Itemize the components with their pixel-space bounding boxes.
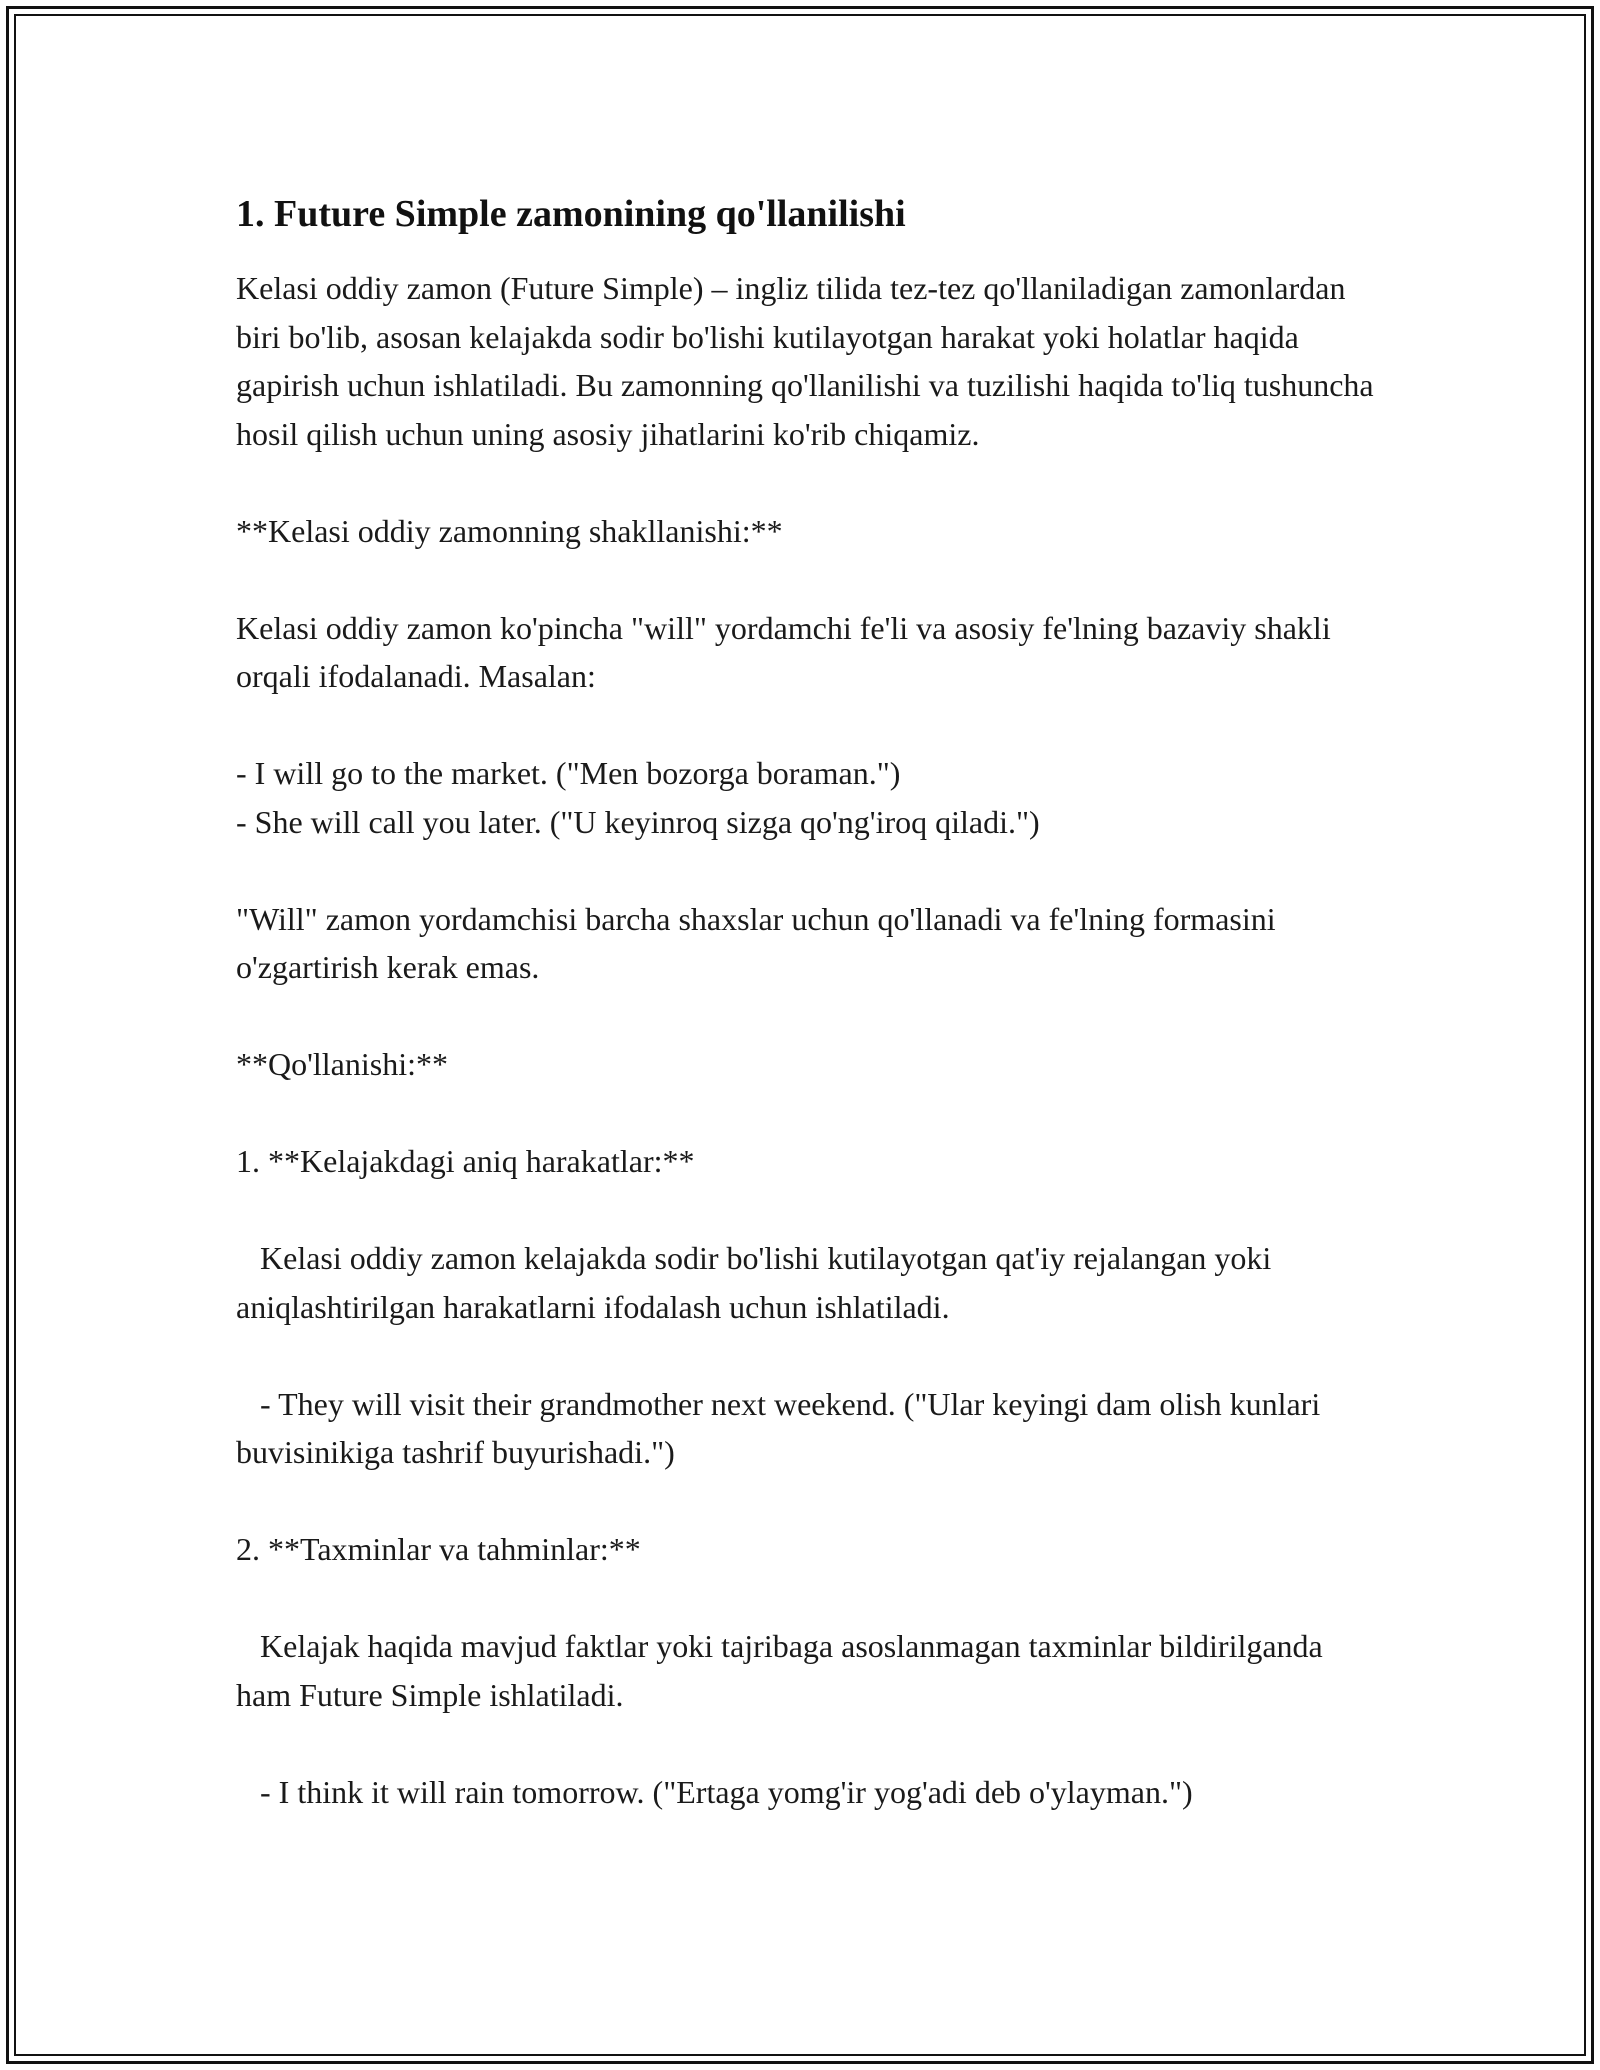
formation-paragraph: Kelasi oddiy zamon ko'pincha "will" yordamchi fe'li va asosiy fe'lning bazaviy shakli orqali ifodalanadi. Masalan: [236, 609, 1339, 694]
spacer [236, 846, 1376, 895]
usage-2-paragraph: Kelajak haqida mavjud faktlar yoki tajribaga asoslanmagan taxminlar bildirilganda ham Future Simple ishlatiladi. [236, 1628, 1331, 1713]
example-line-1: - I will go to the market. ("Men bozorga boraman.") [236, 755, 901, 791]
will-note-paragraph: "Will" zamon yordamchisi barcha shaxslar uchun qo'llanadi va fe'lning formasini o'zgartirish kerak emas. [236, 900, 1284, 985]
spacer [236, 1574, 1376, 1623]
usage-2-title: 2. **Taxminlar va tahminlar:** [236, 1531, 641, 1567]
spacer [236, 1331, 1376, 1380]
spacer [236, 555, 1376, 604]
section-heading: 1. Future Simple zamonining qo'llanilishi [236, 193, 906, 235]
example-line-2: - She will call you later. ("U keyinroq sizga qo'ng'iroq qiladi.") [236, 803, 1040, 840]
spacer [236, 1089, 1376, 1138]
formation-title: **Kelasi oddiy zamonning shakllanishi:** [236, 512, 783, 549]
spacer [236, 1719, 1376, 1768]
usage-1-title: 1. **Kelajakdagi aniq harakatlar:** [236, 1143, 695, 1179]
spacer [236, 1477, 1376, 1526]
usage-title: **Qo'llanishi:** [236, 1046, 448, 1082]
usage-1-example: - They will visit their grandmother next weekend. ("Ular keyingi dam olish kunlari buvisinikiga tashrif buyurishadi.") [236, 1385, 1329, 1470]
spacer [236, 1186, 1376, 1235]
spacer [236, 701, 1376, 750]
usage-1-paragraph: Kelasi oddiy zamon kelajakda sodir bo'lishi kutilayotgan qat'iy rejalangan yoki aniqlashtirilgan harakatlarni ifodalash uchun ishlatiladi. [236, 1240, 1280, 1325]
spacer [236, 458, 1376, 507]
intro-paragraph: Kelasi oddiy zamon (Future Simple) – ingliz tilida tez-tez qo'llaniladigan zamonlardan biri bo'lib, asosan kelajakda sodir bo'lishi kutilayotgan harakat yoki holatlar haqida gapirish uchun ishlatiladi. Bu zamonning qo'llanilishi va tuzilishi haqida to'liq tushuncha hosil qilish uchun uning asosiy jihatlarini ko'rib chiqamiz. [236, 270, 1382, 452]
spacer [236, 992, 1376, 1041]
usage-2-example: - I think it will rain tomorrow. ("Ertaga yomg'ir yog'adi deb o'ylayman.") [236, 1773, 1193, 1810]
document-body [236, 186, 1382, 1816]
